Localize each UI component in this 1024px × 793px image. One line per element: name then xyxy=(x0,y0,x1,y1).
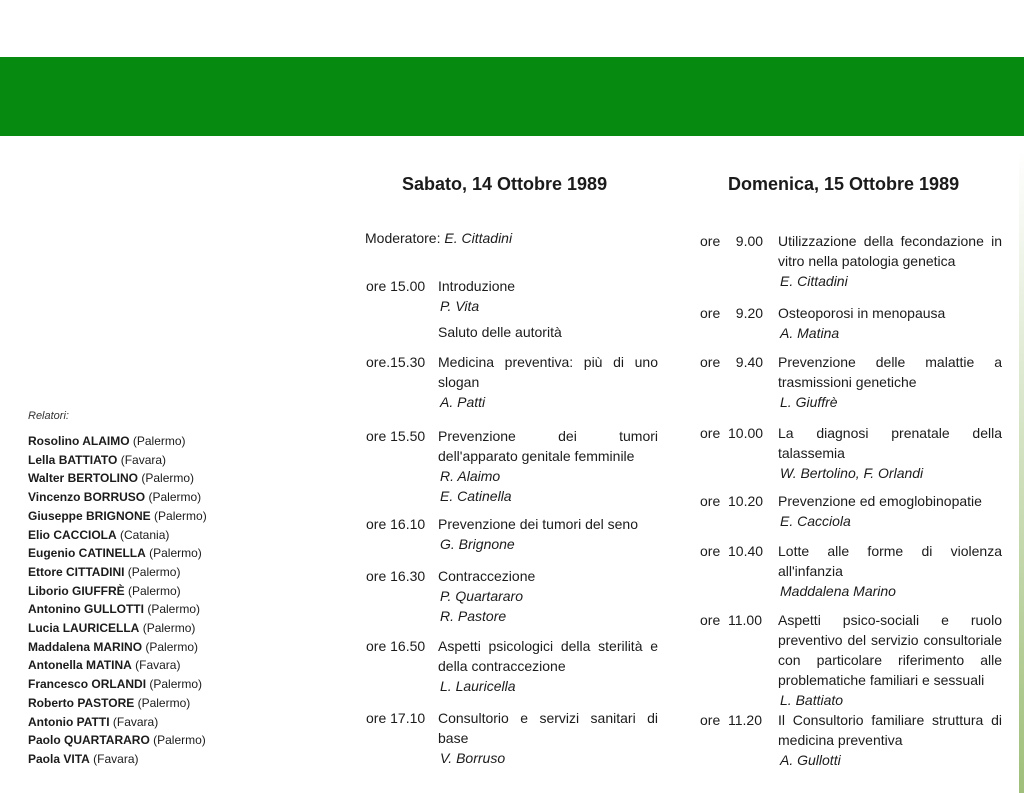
session-speaker: R. Pastore xyxy=(440,608,507,624)
speaker-city: (Palermo) xyxy=(145,490,202,505)
session-speaker: V. Borruso xyxy=(440,750,506,766)
session-speaker: L. Battiato xyxy=(780,692,844,708)
session-speaker: E. Catinella xyxy=(440,488,512,504)
speaker-row xyxy=(28,488,207,507)
speaker-row xyxy=(28,713,207,732)
session-body xyxy=(778,231,1002,291)
speaker-city: (Palermo) xyxy=(124,583,181,598)
session-body xyxy=(438,352,658,412)
session-time: ore 15.50 xyxy=(366,428,426,444)
session-title: Utilizzazione della fecondazione in vitro nella patologia genetica xyxy=(778,233,1002,269)
session-title: Aspetti psico-sociali e ruolo preventivo del servizio consultoriale con particolare riferimento alle problematiche familiari e sessuali xyxy=(778,612,1002,688)
top-margin xyxy=(0,0,1024,57)
session-title: Prevenzione dei tumori dell'apparato genitale femminile xyxy=(438,428,658,464)
speaker-row xyxy=(28,507,207,526)
session-time: ore 9.40 xyxy=(700,354,764,370)
speaker-last-name: BORRUSO xyxy=(83,490,146,505)
speaker-city: (Palermo) xyxy=(134,695,191,710)
session-body xyxy=(778,352,1002,412)
session-title: Prevenzione ed emoglobinopatie xyxy=(778,493,982,509)
session-title: Prevenzione dei tumori del seno xyxy=(438,516,639,532)
speaker-row xyxy=(28,451,207,470)
session-body xyxy=(438,426,658,506)
session-speaker: P. Vita xyxy=(440,298,480,314)
speaker-row xyxy=(28,750,207,769)
session-time: ore 17.10 xyxy=(366,710,426,726)
speaker-city: (Favara) xyxy=(117,452,167,467)
speaker-first-name: Walter xyxy=(28,471,68,486)
session-speaker: A. Gullotti xyxy=(780,752,841,768)
speaker-first-name: Antonella xyxy=(28,658,87,673)
speakers-rows xyxy=(28,432,207,769)
speaker-last-name: MATINA xyxy=(86,658,132,673)
moderator-name: E. Cittadini xyxy=(444,230,513,246)
session-title: La diagnosi prenatale della talassemia xyxy=(778,425,1002,461)
session-title: Consultorio e servizi sanitari di base xyxy=(438,710,658,746)
speaker-first-name: Antonino xyxy=(28,602,84,617)
speaker-last-name: CITTADINI xyxy=(66,564,125,579)
sunday-title: Domenica, 15 Ottobre 1989 xyxy=(728,174,960,194)
speaker-row xyxy=(28,432,207,451)
speaker-first-name: Eugenio xyxy=(28,546,79,561)
session-body xyxy=(778,303,1002,343)
speaker-first-name: Paolo xyxy=(28,733,65,748)
session-body xyxy=(778,710,1002,770)
session-time: ore 16.10 xyxy=(366,516,426,532)
speaker-row xyxy=(28,675,207,694)
speaker-city: (Favara) xyxy=(109,714,159,729)
speaker-city: (Palermo) xyxy=(149,733,206,748)
speaker-first-name: Rosolino xyxy=(28,434,83,448)
speaker-first-name: Liborio xyxy=(28,583,72,598)
session-speaker: P. Quartararo xyxy=(440,588,524,604)
speaker-row xyxy=(28,600,207,619)
speaker-first-name: Antonio xyxy=(28,714,77,729)
speaker-first-name: Ettore xyxy=(28,564,67,579)
speaker-last-name: BATTIATO xyxy=(58,452,118,467)
session-time: ore 16.50 xyxy=(366,638,426,654)
page-edge xyxy=(1019,150,1024,793)
session-speaker: L. Lauricella xyxy=(440,678,516,694)
session-time: ore.15.30 xyxy=(366,354,426,370)
session-time: ore 9.20 xyxy=(700,305,764,321)
session-body xyxy=(778,541,1002,601)
speaker-city: (Favara) xyxy=(131,658,181,673)
session-speaker: G. Brignone xyxy=(440,536,515,552)
speaker-first-name: Vincenzo xyxy=(28,490,84,505)
speaker-city: (Palermo) xyxy=(124,564,181,579)
speaker-row xyxy=(28,526,207,545)
session-speaker: W. Bertolino, F. Orlandi xyxy=(780,465,924,481)
session-title: Lotte alle forme di violenza all'infanzia xyxy=(778,543,1002,579)
session-body xyxy=(438,566,658,626)
session-time: ore 15.00 xyxy=(366,278,426,294)
speaker-row xyxy=(28,638,207,657)
session-title: Introduzione xyxy=(438,278,516,294)
speaker-row xyxy=(28,544,207,563)
speaker-last-name: GIUFFRÈ xyxy=(72,583,125,598)
session-time: ore 11.00 xyxy=(700,612,763,628)
speaker-city: (Palermo) xyxy=(143,602,200,617)
session-time: ore 10.20 xyxy=(700,493,764,509)
speaker-first-name: Lella xyxy=(28,452,59,467)
speaker-last-name: BERTOLINO xyxy=(67,471,139,486)
speaker-last-name: PASTORE xyxy=(77,695,135,710)
speaker-last-name: QUARTARARO xyxy=(64,733,150,748)
speaker-row xyxy=(28,656,207,675)
speaker-first-name: Lucia xyxy=(28,621,63,636)
session-body xyxy=(438,276,658,342)
moderator-label: Moderatore: xyxy=(365,230,441,246)
speaker-city: (Catania) xyxy=(116,527,170,542)
speaker-first-name: Paola xyxy=(28,751,64,766)
speaker-city: (Palermo) xyxy=(146,677,203,692)
session-speaker: E. Cacciola xyxy=(780,513,851,529)
speaker-city: (Favara) xyxy=(89,751,139,766)
speaker-last-name: ORLANDI xyxy=(91,677,147,692)
session-body xyxy=(438,514,658,554)
speaker-row xyxy=(28,582,207,601)
speaker-city: (Palermo) xyxy=(138,471,195,486)
speaker-last-name: GULLOTTI xyxy=(83,602,144,617)
session-time: ore 16.30 xyxy=(366,568,426,584)
speaker-first-name: Elio xyxy=(28,527,54,542)
session-time: ore 10.40 xyxy=(700,543,764,559)
speaker-last-name: BRIGNONE xyxy=(86,508,151,523)
session-body xyxy=(438,636,658,696)
session-speaker: Maddalena Marino xyxy=(780,583,896,599)
session-title: Medicina preventiva: più di uno slogan xyxy=(438,354,658,390)
speaker-last-name: CATINELLA xyxy=(78,546,146,561)
session-title: Osteoporosi in menopausa xyxy=(778,305,946,321)
session-speaker: L. Giuffrè xyxy=(780,394,838,410)
speaker-city: (Palermo) xyxy=(139,621,196,636)
moderator-line xyxy=(365,230,512,246)
session-body xyxy=(438,708,658,768)
speaker-city: (Palermo) xyxy=(150,508,207,523)
header-band xyxy=(0,57,1024,136)
session-time: ore 10.00 xyxy=(700,425,764,441)
speaker-last-name: PATTI xyxy=(76,714,110,729)
session-speaker: R. Alaimo xyxy=(440,468,501,484)
session-body xyxy=(778,491,1002,531)
speaker-city: (Palermo) xyxy=(145,546,202,561)
session-title: Il Consultorio familiare struttura di medicina preventiva xyxy=(778,712,1002,748)
speaker-last-name: MARINO xyxy=(93,639,143,654)
session-title: Contraccezione xyxy=(438,568,536,584)
speaker-first-name: Maddalena xyxy=(28,639,94,654)
speaker-last-name: VITA xyxy=(63,751,90,766)
session-body xyxy=(778,610,1002,710)
session-speaker: E. Cittadini xyxy=(780,273,848,289)
speakers-list xyxy=(28,410,207,769)
speaker-row xyxy=(28,563,207,582)
session-speaker: A. Patti xyxy=(440,394,486,410)
saturday-title: Sabato, 14 Ottobre 1989 xyxy=(402,174,608,194)
session-title: Prevenzione delle malattie a trasmissioni genetiche xyxy=(778,354,1002,390)
session-note: Saluto delle autorità xyxy=(438,324,562,340)
speaker-last-name: LAURICELLA xyxy=(62,621,140,636)
speaker-first-name: Roberto xyxy=(28,695,78,710)
speaker-row xyxy=(28,731,207,750)
speaker-row xyxy=(28,694,207,713)
session-speaker: A. Matina xyxy=(780,325,840,341)
speakers-label: Relatori: xyxy=(28,410,69,422)
speaker-city: (Palermo) xyxy=(129,434,186,448)
session-time: ore 11.20 xyxy=(700,712,763,728)
speaker-last-name: ALAIMO xyxy=(82,434,130,448)
session-body xyxy=(778,423,1002,483)
speaker-first-name: Francesco xyxy=(28,677,92,692)
speaker-row xyxy=(28,619,207,638)
session-title: Aspetti psicologici della sterilità e della contraccezione xyxy=(438,638,658,674)
speaker-first-name: Giuseppe xyxy=(28,508,87,523)
speaker-row xyxy=(28,469,207,488)
speaker-last-name: CACCIOLA xyxy=(53,527,117,542)
speaker-city: (Palermo) xyxy=(142,639,199,654)
session-time: ore 9.00 xyxy=(700,233,764,249)
